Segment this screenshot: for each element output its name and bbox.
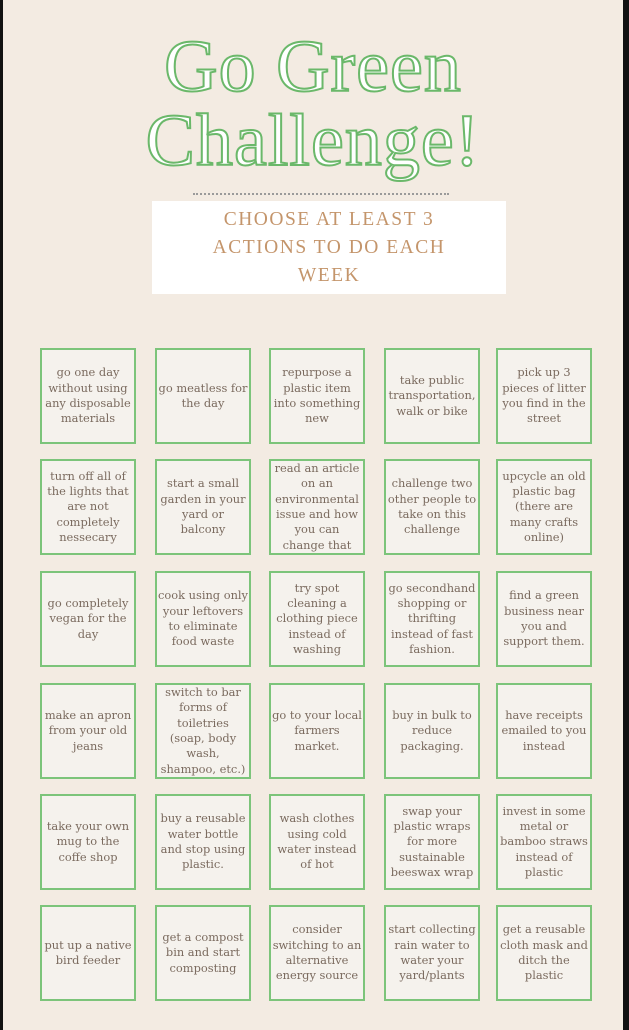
challenge-cell bbox=[384, 794, 480, 890]
challenge-cell bbox=[384, 571, 480, 667]
challenge-cell bbox=[384, 459, 480, 555]
challenge-cell bbox=[384, 905, 480, 1001]
challenge-cell bbox=[269, 905, 365, 1001]
challenge-text: go secondhand shopping or thrifting instead of fast fashion. bbox=[388, 580, 476, 656]
challenge-text: switch to bar forms of toiletries (soap, body wash, shampoo, etc.) bbox=[160, 685, 246, 776]
challenge-text: go meatless for the day bbox=[158, 380, 248, 410]
challenge-text: start a small garden in your yard or balcony bbox=[160, 476, 246, 537]
title-line-2: Challenge! bbox=[145, 100, 481, 182]
challenge-cell bbox=[40, 683, 136, 779]
challenge-poster bbox=[3, 0, 623, 1030]
challenge-text: invest in some metal or bamboo straws instead of plastic bbox=[500, 803, 588, 879]
challenge-cell bbox=[496, 348, 592, 444]
challenge-cell bbox=[496, 459, 592, 555]
challenge-text: swap your plastic wraps for more sustainable beeswax wrap bbox=[390, 803, 474, 879]
challenge-cell bbox=[269, 459, 365, 555]
challenge-text: wash clothes using cold water instead of hot bbox=[277, 811, 357, 872]
challenge-cell bbox=[269, 683, 365, 779]
challenge-cell bbox=[40, 348, 136, 444]
challenge-cell bbox=[155, 459, 251, 555]
title-line-1: Go Green bbox=[164, 26, 462, 108]
challenge-text: get a reusable cloth mask and ditch the plastic bbox=[500, 922, 588, 983]
dotted-divider bbox=[193, 193, 449, 195]
challenge-cell bbox=[269, 794, 365, 890]
challenge-text: take your own mug to the coffe shop bbox=[46, 819, 130, 864]
challenge-text: make an apron from your old jeans bbox=[44, 708, 132, 753]
challenge-text: put up a native bird feeder bbox=[44, 937, 132, 967]
challenge-text: buy in bulk to reduce packaging. bbox=[392, 708, 472, 753]
challenge-text: go one day without using any disposable materials bbox=[45, 365, 131, 426]
challenge-cell bbox=[40, 905, 136, 1001]
challenge-cell bbox=[155, 571, 251, 667]
challenge-cell bbox=[496, 571, 592, 667]
challenge-text: cook using only your leftovers to eliminate food waste bbox=[158, 588, 248, 649]
challenge-cell bbox=[269, 348, 365, 444]
challenge-text: repurpose a plastic item into something new bbox=[273, 365, 361, 426]
challenge-text: find a green business near you and support them. bbox=[503, 588, 585, 649]
challenge-text: consider switching to an alternative energy source bbox=[272, 922, 362, 983]
challenge-cell bbox=[384, 348, 480, 444]
challenge-cell bbox=[40, 794, 136, 890]
challenge-cell bbox=[40, 571, 136, 667]
subtitle: CHOOSE AT LEAST 3 ACTIONS TO DO EACH WEEK bbox=[212, 208, 446, 286]
challenge-text: challenge two other people to take on this challenge bbox=[387, 476, 477, 537]
challenge-text: go to your local farmers market. bbox=[272, 708, 362, 753]
challenge-cell bbox=[155, 683, 251, 779]
challenge-text: pick up 3 pieces of litter you find in the street bbox=[502, 365, 586, 426]
challenge-text: upcycle an old plastic bag (there are many crafts online) bbox=[502, 468, 586, 544]
challenge-cell bbox=[155, 348, 251, 444]
challenge-cell bbox=[155, 905, 251, 1001]
challenge-text: get a compost bin and start composting bbox=[162, 930, 244, 975]
challenge-cell bbox=[40, 459, 136, 555]
challenge-text: start collecting rain water to water your yard/plants bbox=[388, 922, 476, 983]
challenge-cell bbox=[496, 905, 592, 1001]
challenge-cell bbox=[155, 794, 251, 890]
challenge-text: turn off all of the lights that are not completely nessecary bbox=[47, 468, 129, 544]
challenge-text: have receipts emailed to you instead bbox=[501, 708, 587, 753]
challenge-text: read an article on an environmental issue and how you can change that bbox=[274, 461, 360, 552]
challenge-cell bbox=[496, 794, 592, 890]
challenge-cell bbox=[384, 683, 480, 779]
challenge-text: buy a reusable water bottle and stop using plastic. bbox=[160, 811, 246, 872]
challenge-cell bbox=[269, 571, 365, 667]
challenge-text: take public transportation, walk or bike bbox=[388, 373, 476, 418]
subtitle-box bbox=[152, 201, 506, 294]
challenge-text: go completely vegan for the day bbox=[47, 596, 129, 641]
challenge-text: try spot cleaning a clothing piece instead of washing bbox=[276, 580, 358, 656]
challenge-cell bbox=[496, 683, 592, 779]
